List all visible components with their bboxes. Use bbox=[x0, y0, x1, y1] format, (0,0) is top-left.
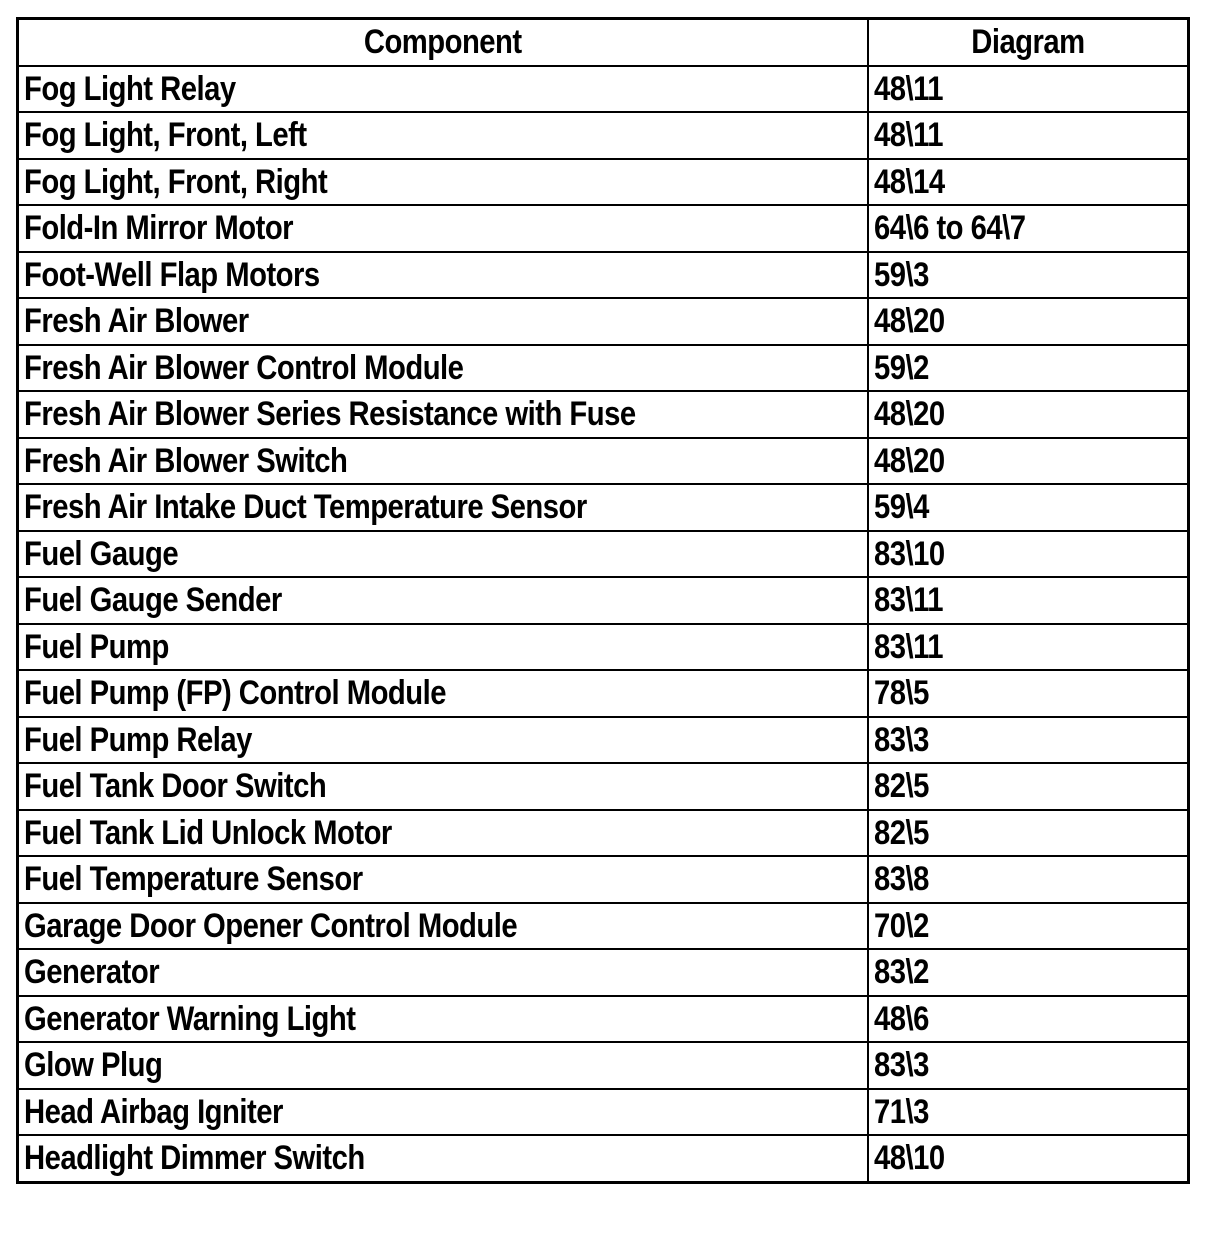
diagram-cell: 59\4 bbox=[868, 484, 1188, 531]
component-cell: Fresh Air Blower bbox=[18, 298, 869, 345]
diagram-cell: 48\20 bbox=[868, 391, 1188, 438]
component-cell: Fog Light, Front, Left bbox=[18, 112, 869, 159]
component-cell: Fuel Pump Relay bbox=[18, 717, 869, 764]
table-row bbox=[18, 577, 1189, 624]
table-row bbox=[18, 438, 1189, 485]
component-cell: Foot-Well Flap Motors bbox=[18, 252, 869, 299]
table-row bbox=[18, 298, 1189, 345]
table-row bbox=[18, 531, 1189, 578]
table-row bbox=[18, 391, 1189, 438]
header-component: Component bbox=[18, 19, 869, 66]
component-cell: Fuel Temperature Sensor bbox=[18, 856, 869, 903]
diagram-cell: 83\3 bbox=[868, 1042, 1188, 1089]
table-row bbox=[18, 996, 1189, 1043]
component-cell: Fuel Pump bbox=[18, 624, 869, 671]
diagram-cell: 48\6 bbox=[868, 996, 1188, 1043]
diagram-cell: 70\2 bbox=[868, 903, 1188, 950]
component-cell: Fuel Tank Door Switch bbox=[18, 763, 869, 810]
diagram-cell: 83\2 bbox=[868, 949, 1188, 996]
table-row bbox=[18, 624, 1189, 671]
component-cell: Fog Light Relay bbox=[18, 66, 869, 113]
diagram-cell: 59\2 bbox=[868, 345, 1188, 392]
component-cell: Glow Plug bbox=[18, 1042, 869, 1089]
diagram-cell: 48\11 bbox=[868, 66, 1188, 113]
component-cell: Fresh Air Blower Series Resistance with Fuse bbox=[18, 391, 869, 438]
table-row bbox=[18, 810, 1189, 857]
component-cell: Fuel Pump (FP) Control Module bbox=[18, 670, 869, 717]
diagram-cell: 48\20 bbox=[868, 298, 1188, 345]
table-row bbox=[18, 949, 1189, 996]
table-row bbox=[18, 484, 1189, 531]
table-row bbox=[18, 856, 1189, 903]
table-row bbox=[18, 205, 1189, 252]
diagram-cell: 59\3 bbox=[868, 252, 1188, 299]
table-row bbox=[18, 66, 1189, 113]
table-row bbox=[18, 1089, 1189, 1136]
component-cell: Fresh Air Blower Switch bbox=[18, 438, 869, 485]
diagram-cell: 83\11 bbox=[868, 577, 1188, 624]
diagram-cell: 71\3 bbox=[868, 1089, 1188, 1136]
component-cell: Headlight Dimmer Switch bbox=[18, 1135, 869, 1182]
table-row bbox=[18, 1042, 1189, 1089]
diagram-cell: 82\5 bbox=[868, 763, 1188, 810]
table-row bbox=[18, 670, 1189, 717]
component-cell: Generator Warning Light bbox=[18, 996, 869, 1043]
diagram-cell: 83\11 bbox=[868, 624, 1188, 671]
table-row bbox=[18, 112, 1189, 159]
component-cell: Generator bbox=[18, 949, 869, 996]
table-row bbox=[18, 159, 1189, 206]
component-cell: Fuel Gauge Sender bbox=[18, 577, 869, 624]
component-diagram-table bbox=[16, 17, 1190, 1184]
diagram-cell: 48\11 bbox=[868, 112, 1188, 159]
table-row bbox=[18, 903, 1189, 950]
table-row bbox=[18, 252, 1189, 299]
component-cell: Fresh Air Intake Duct Temperature Sensor bbox=[18, 484, 869, 531]
diagram-cell: 48\10 bbox=[868, 1135, 1188, 1182]
diagram-cell: 82\5 bbox=[868, 810, 1188, 857]
component-cell: Fresh Air Blower Control Module bbox=[18, 345, 869, 392]
table-body bbox=[18, 66, 1189, 1183]
diagram-cell: 48\14 bbox=[868, 159, 1188, 206]
diagram-cell: 83\3 bbox=[868, 717, 1188, 764]
component-cell: Fold-In Mirror Motor bbox=[18, 205, 869, 252]
diagram-cell: 64\6 to 64\7 bbox=[868, 205, 1188, 252]
table-row bbox=[18, 763, 1189, 810]
diagram-cell: 48\20 bbox=[868, 438, 1188, 485]
component-cell: Fuel Tank Lid Unlock Motor bbox=[18, 810, 869, 857]
component-cell: Fog Light, Front, Right bbox=[18, 159, 869, 206]
component-cell: Garage Door Opener Control Module bbox=[18, 903, 869, 950]
table-row bbox=[18, 345, 1189, 392]
table-row bbox=[18, 717, 1189, 764]
table-row bbox=[18, 1135, 1189, 1182]
diagram-cell: 78\5 bbox=[868, 670, 1188, 717]
component-cell: Head Airbag Igniter bbox=[18, 1089, 869, 1136]
component-cell: Fuel Gauge bbox=[18, 531, 869, 578]
component-diagram-table-container bbox=[16, 17, 1190, 1184]
diagram-cell: 83\10 bbox=[868, 531, 1188, 578]
diagram-cell: 83\8 bbox=[868, 856, 1188, 903]
header-diagram: Diagram bbox=[868, 19, 1188, 66]
header-row bbox=[18, 19, 1189, 66]
